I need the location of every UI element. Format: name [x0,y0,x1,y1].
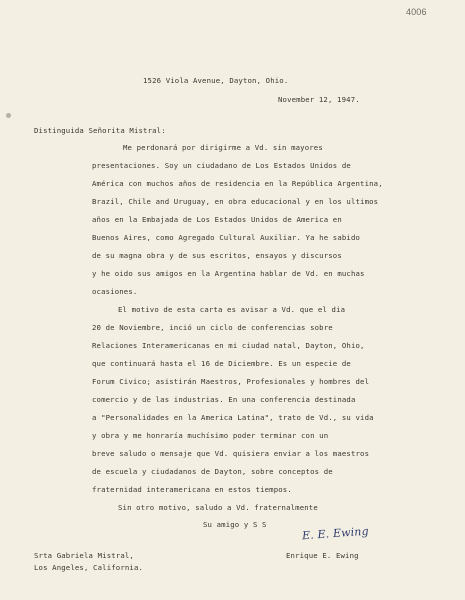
recipient-name: Srta Gabriela Mistral, [34,551,134,560]
body-line: y obra y me honraría muchísimo poder terminar con un [92,431,329,440]
body-line: El motivo de esta carta es avisar a Vd. que el dia [118,305,346,314]
body-line: presentaciones. Soy un ciudadano de Los Estados Unidos de [92,161,351,170]
recipient-location: Los Angeles, California. [34,563,144,572]
body-line: América con muchos años de residencia en la República Argentina, [92,179,383,188]
closing: Su amigo y S S [203,520,267,529]
body-line: breve saludo o mensaje que Vd. quisiera enviar a los maestros [92,449,370,458]
salutation: Distinguida Señorita Mistral: [34,126,166,135]
body-line: a "Personalidades en la America Latina", trato de Vd., su vida [92,413,374,422]
body-line: Me perdonará por dirigirme a Vd. sin mayores [123,143,323,152]
body-line: Forum Civico; asistirán Maestros, Profesionales y hombres del [92,377,370,386]
sender-name: Enrique E. Ewing [286,551,359,560]
body-line: de escuela y ciudadanos de Dayton, sobre conceptos de [92,467,333,476]
body-line: Brazil, Chile and Uruguay, en obra educacional y en los ultimos [92,197,379,206]
body-line: ocasiones. [92,287,138,296]
body-line: Relaciones Interamericanas en mi ciudad natal, Dayton, Ohio, [92,341,365,350]
body-line: que continuará hasta el 16 de Diciembre. Es un especie de [92,359,351,368]
body-line: Buenos Aires, como Agregado Cultural Auxiliar. Ya he sabido [92,233,361,242]
handwritten-signature: E. E. Ewing [301,524,370,543]
body-line: comercio y de las industrias. En una conferencia destinada [92,395,356,404]
sender-address: 1526 Viola Avenue, Dayton, Ohio. [143,76,289,85]
hole-punch-mark [6,113,11,118]
letter-date: November 12, 1947. [278,95,360,104]
body-line: fraternidad interamericana en estos tiempos. [92,485,292,494]
body-line: y he oido sus amigos en la Argentina hablar de Vd. en muchas [92,269,365,278]
body-line: Sin otro motivo, saludo a Vd. fraternalmente [118,503,318,512]
body-line: años en la Embajada de Los Estados Unidos de America en [92,215,342,224]
body-line: de su magna obra y de sus escritos, ensayos y discursos [92,251,342,260]
body-line: 20 de Noviembre, inció un ciclo de conferencias sobre [92,323,333,332]
archive-reference-number: 4006 [406,7,427,17]
